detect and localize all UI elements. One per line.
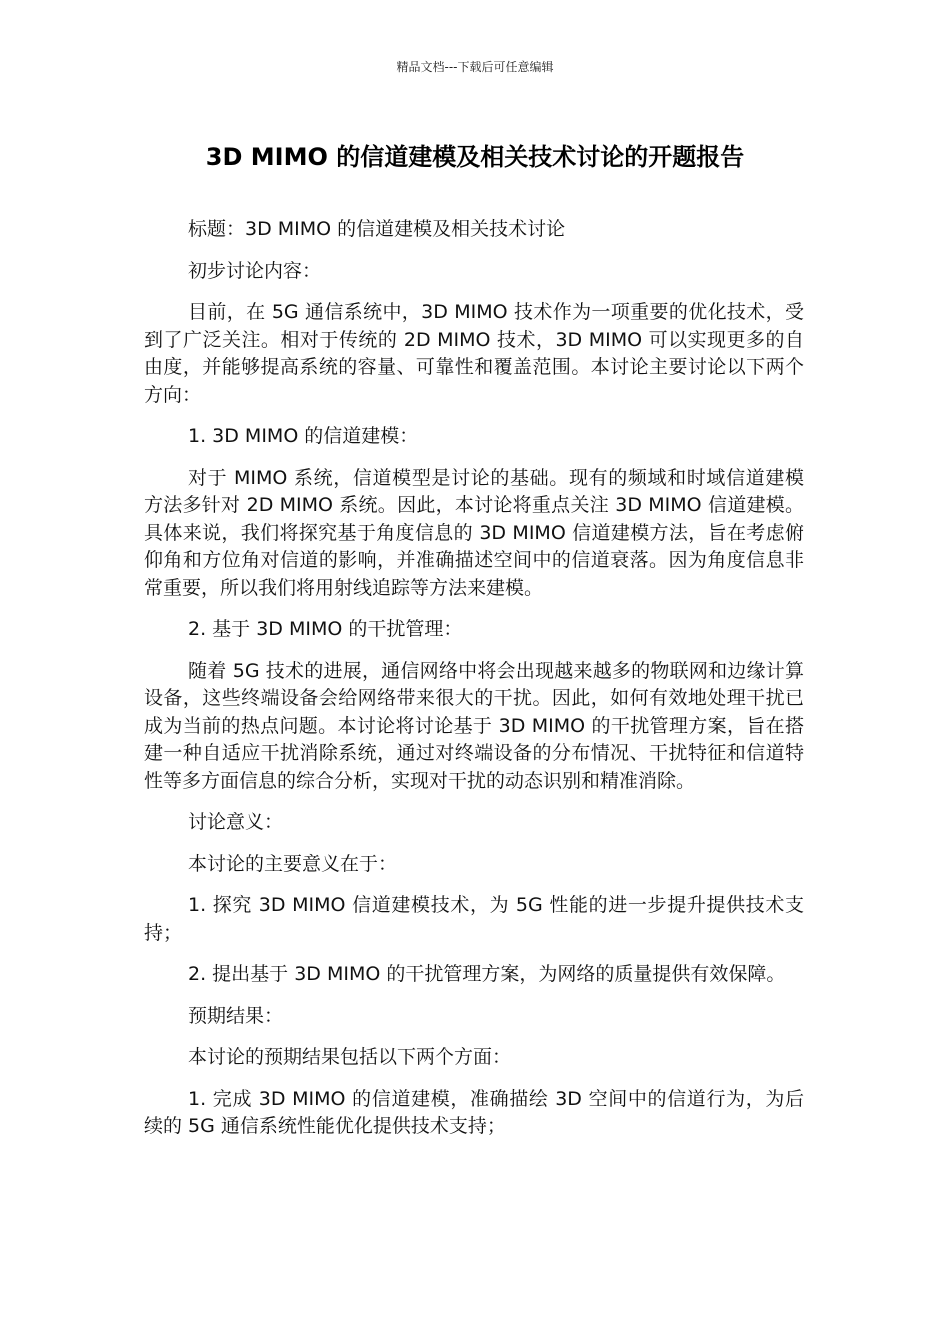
document-body [144,216,804,1155]
paragraph-direction-2-heading: 2. 基于 3D MIMO 的干扰管理： [188,618,463,640]
paragraph-title-line: 标题：3D MIMO 的信道建模及相关技术讨论 [188,218,566,240]
paragraph-significance-heading: 讨论意义： [188,811,284,833]
paragraph-significance-2: 2. 提出基于 3D MIMO 的干扰管理方案，为网络的质量提供有效保障。 [188,963,786,985]
document-title: 3D MIMO 的信道建模及相关技术讨论的开题报告 [205,143,745,171]
paragraph-results-heading: 预期结果： [188,1004,284,1027]
paragraph-preliminary-heading: 初步讨论内容： [188,259,322,282]
paragraph-significance-intro: 本讨论的主要意义在于： [188,852,398,875]
paragraph-interference-management: 随着 5G 技术的进展，通信网络中将会出现越来越多的物联网和边缘计算设备，这些终端设备会给网络带来很大的干扰。因此，如何有效地处理干扰已成为当前的热点问题。本讨论将讨论基于 3D MIMO 的干扰管理方案，旨在搭建一种自适应干扰消除系统，通过对终端设备的分布情况、干扰特征和信道特性等多方面信息的综合分析，实现对干扰的动态识别和精准消除。 [144,659,804,792]
paragraph-results-intro: 本讨论的预期结果包括以下两个方面： [188,1046,512,1068]
paragraph-results-1: 1. 完成 3D MIMO 的信道建模，准确描绘 3D 空间中的信道行为，为后续的 5G 通信系统性能优化提供技术支持； [144,1087,804,1137]
paragraph-direction-1-heading: 1. 3D MIMO 的信道建模： [188,425,419,447]
paragraph-intro: 目前，在 5G 通信系统中，3D MIMO 技术作为一项重要的优化技术，受到了广泛关注。相对于传统的 2D MIMO 技术，3D MIMO 可以实现更多的自由度，并能够提高系统的容量、可靠性和覆盖范围。本讨论主要讨论以下两个方向： [144,301,804,406]
paragraph-channel-modeling: 对于 MIMO 系统，信道模型是讨论的基础。现有的频域和时域信道建模方法多针对 2D MIMO 系统。因此，本讨论将重点关注 3D MIMO 信道建模。具体来说，我们将探究基于角度信息的 3D MIMO 信道建模方法，旨在考虑俯仰角和方位角对信道的影响，并准确描述空间中的信道衰落。因为角度信息非常重要，所以我们将用射线追踪等方法来建模。 [144,466,804,599]
header-note: 精品文档---下载后可任意编辑 [396,60,554,74]
paragraph-significance-1: 1. 探究 3D MIMO 信道建模技术，为 5G 性能的进一步提升提供技术支持； [144,894,804,944]
